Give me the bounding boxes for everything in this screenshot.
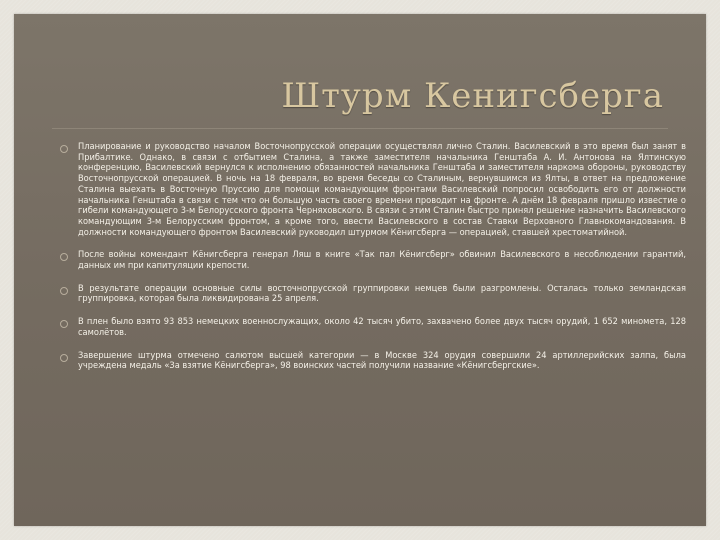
bullet-item-1 — [60, 142, 686, 238]
bullet-text-3: В результате операции основные силы восточнопрусской группировки немцев были разгромлены. Осталась только земландская группировка, которая была ликвидирована 25 апреля. — [78, 282, 686, 305]
bullet-item-5 — [60, 351, 686, 372]
bullet-item-4 — [60, 317, 686, 338]
bullet-item-2 — [60, 250, 686, 271]
bullet-circle-icon — [60, 253, 68, 261]
bullet-text-4: В плен было взято 93 853 немецких военнослужащих, около 42 тысяч убито, захвачено более двух тысяч орудий, 1 652 миномета, 128 самолётов. — [78, 316, 686, 338]
bullet-list — [60, 142, 686, 384]
content-panel — [14, 14, 706, 526]
bullet-circle-icon — [60, 320, 68, 328]
slide-title: Штурм Кенигсберга — [281, 76, 664, 116]
bullet-circle-icon — [60, 287, 68, 295]
bullet-item-3 — [60, 284, 686, 305]
bullet-circle-icon — [60, 354, 68, 362]
title-divider — [52, 128, 668, 129]
bullet-text-1: Планирование и руководство началом Восточнопрусской операции осуществлял лично Сталин. Василевский в это время был занят в Прибалтике. Однако, в связи с отбытием Сталина, а также заместителя начальника Генштаба А. И. Антонова на Ялтинскую конференцию, Василевский вернулся к исполнению обязанностей начальника Генштаба и заместителя наркома обороны, руководству Восточнопрусской операцией. В ночь на 18 февраля, во время беседы со Сталиным, вернувшимся из Ялты, в ответ на предложение Сталина выехать в Восточную Пруссию для помощи командующим фронтами Василевский попросил освободить его от должности начальника Генштаба в связи с тем что он большую часть своего времени проводит на фронте. А днём 18 февраля пришло известие о гибели командующего 3-м Белорусского фронта Черняховского. В связи с этим Сталин быстро принял решение назначить Василевского командующим 3-м Белорусским фронтом, а кроме того, ввести Василевского в состав Ставки Верховного Главнокомандования. В должности командующего фронтом Василевский руководил штурмом Кёнигсберга — операцией, ставшей хрестоматийной. — [78, 141, 686, 238]
bullet-text-5: Завершение штурма отмечено салютом высшей категории — в Москве 324 орудия совершили 24 артиллерийских залпа, была учреждена медаль «За взятие Кёнигсберга», 98 воинских частей получили название «Кёнигсбергские». — [78, 349, 686, 372]
bullet-text-2: После войны комендант Кёнигсберга генерал Ляш в книге «Так пал Кёнигсберг» обвинил Василевского в несоблюдении гарантий, данных им при капитуляции крепости. — [78, 249, 686, 272]
bullet-circle-icon — [60, 145, 68, 153]
